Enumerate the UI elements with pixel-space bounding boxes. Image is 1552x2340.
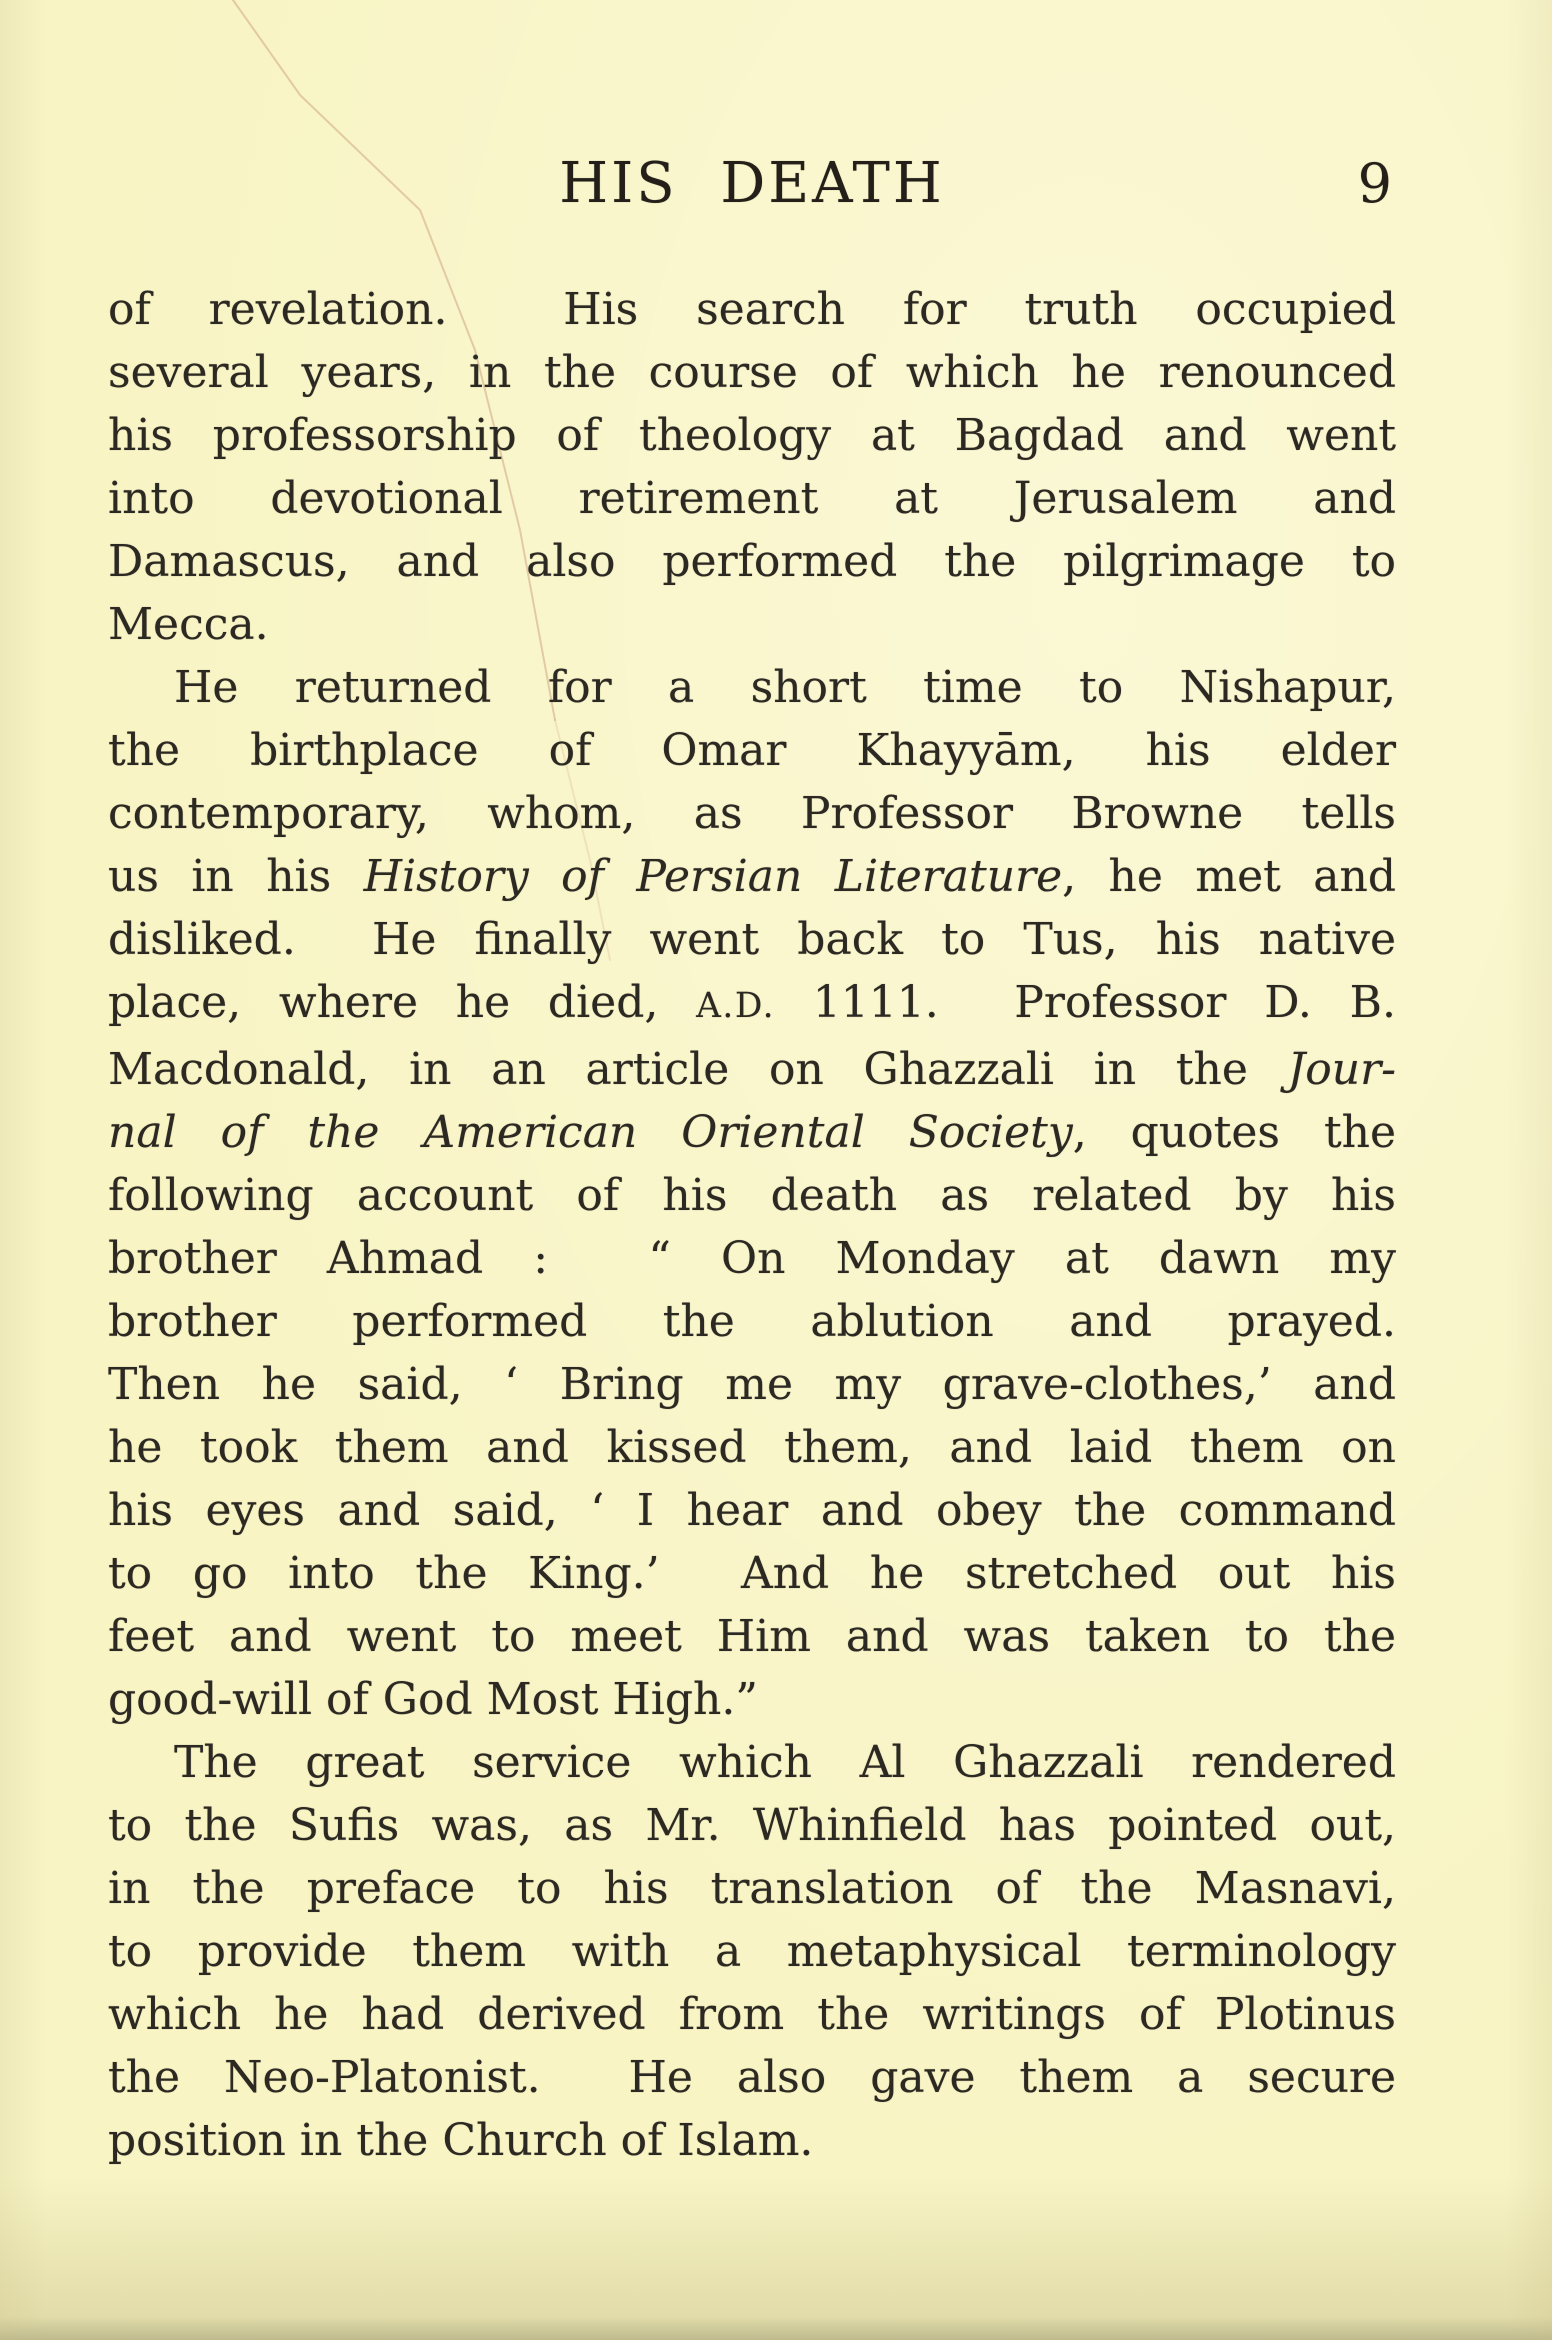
text-segment: to go into the King.’ And he stretched out his <box>108 1548 1396 1599</box>
text-line <box>108 1227 1396 1290</box>
running-head-title: HIS DEATH <box>559 151 945 216</box>
text-segment: good-will of God Most High.” <box>108 1674 758 1725</box>
running-head <box>108 152 1396 224</box>
text-segment: which he had derived from the writings of Plotinus <box>108 1989 1396 2040</box>
text-line <box>108 1479 1396 1542</box>
text-line <box>108 1920 1396 1983</box>
text-line <box>108 782 1396 845</box>
text-segment: into devotional retirement at Jerusalem and <box>108 473 1396 524</box>
text-segment: feet and went to meet Him and was taken to the <box>108 1611 1396 1662</box>
text-line <box>108 845 1396 908</box>
text-line <box>108 1101 1396 1164</box>
text-segment: in the preface to his translation of the Masnavi, <box>108 1863 1396 1914</box>
text-segment: brother Ahmad : “ On Monday at dawn my <box>108 1233 1396 1284</box>
text-segment: the Neo-Platonist. He also gave them a secure <box>108 2052 1396 2103</box>
text-line <box>108 404 1396 467</box>
text-segment: 1111. Professor D. B. <box>775 977 1396 1028</box>
paragraph <box>108 1731 1396 2172</box>
text-line <box>108 530 1396 593</box>
italic-title-segment: nal of the American Oriental Society <box>108 1107 1073 1158</box>
text-segment: brother performed the ablution and prayed. <box>108 1296 1396 1347</box>
text-segment: He returned for a short time to Nishapur, <box>174 662 1396 713</box>
text-line <box>108 1353 1396 1416</box>
text-line <box>108 1731 1396 1794</box>
text-line <box>108 341 1396 404</box>
text-segment: his professorship of theology at Bagdad and went <box>108 410 1396 461</box>
text-segment: , quotes the <box>1072 1107 1397 1158</box>
text-line <box>108 1542 1396 1605</box>
text-segment: to the Sufis was, as Mr. Whinfield has pointed out, <box>108 1800 1396 1851</box>
text-segment: Macdonald, in an article on Ghazzali in the <box>108 1044 1288 1095</box>
text-line <box>108 278 1396 341</box>
text-line <box>108 719 1396 782</box>
text-segment: contemporary, whom, as Professor Browne tells <box>108 788 1396 839</box>
text-line <box>108 2109 1396 2172</box>
paragraph <box>108 656 1396 1731</box>
text-segment: his eyes and said, ‘ I hear and obey the command <box>108 1485 1396 1536</box>
page-body <box>108 278 1396 2172</box>
text-line <box>108 1794 1396 1857</box>
text-line <box>108 1038 1396 1101</box>
text-line <box>108 656 1396 719</box>
text-segment: several years, in the course of which he renounced <box>108 347 1396 398</box>
text-line <box>108 971 1396 1038</box>
text-line <box>108 1857 1396 1920</box>
text-line <box>108 1416 1396 1479</box>
page-number: 9 <box>1357 152 1392 215</box>
text-segment: Then he said, ‘ Bring me my grave-clothes,’ and <box>108 1359 1396 1410</box>
text-line <box>108 467 1396 530</box>
text-line <box>108 1668 1396 1731</box>
text-line <box>108 593 1396 656</box>
text-segment: place, where he died, <box>108 977 697 1028</box>
text-line <box>108 1605 1396 1668</box>
text-segment: of revelation. His search for truth occupied <box>108 284 1396 335</box>
text-line <box>108 1290 1396 1353</box>
text-segment: position in the Church of Islam. <box>108 2115 814 2166</box>
text-segment: us in his <box>108 851 364 902</box>
text-segment: Mecca. <box>108 599 269 650</box>
text-segment: The great service which Al Ghazzali rendered <box>174 1737 1396 1788</box>
text-line <box>108 2046 1396 2109</box>
italic-title-segment: History of Persian Literature <box>363 851 1063 902</box>
text-segment: following account of his death as related by his <box>108 1170 1396 1221</box>
text-line <box>108 908 1396 971</box>
text-segment: to provide them with a metaphysical terminology <box>108 1926 1396 1977</box>
smallcaps-segment: A.D. <box>696 986 776 1026</box>
italic-title-segment: Jour- <box>1287 1044 1396 1095</box>
text-line <box>108 1983 1396 2046</box>
paragraph <box>108 278 1396 656</box>
text-segment: Damascus, and also performed the pilgrimage to <box>108 536 1396 587</box>
text-line <box>108 1164 1396 1227</box>
text-segment: disliked. He finally went back to Tus, his native <box>108 914 1396 965</box>
text-segment: , he met and <box>1062 851 1396 902</box>
text-segment: he took them and kissed them, and laid them on <box>108 1422 1396 1473</box>
text-segment: the birthplace of Omar Khayyām, his elder <box>108 725 1396 776</box>
